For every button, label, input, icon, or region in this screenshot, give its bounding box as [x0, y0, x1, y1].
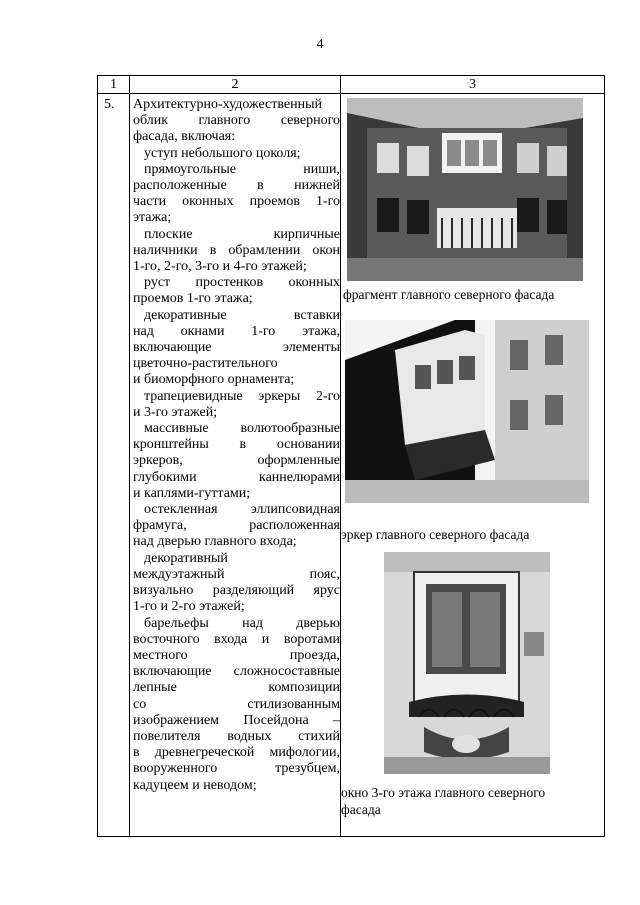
desc-line: проемов 1-го этажа;	[133, 291, 253, 307]
desc-line: визуально разделяющий ярус	[133, 583, 340, 599]
desc-line: в древнегреческой мифологии,	[133, 745, 340, 761]
desc-line: со стилизованным	[133, 696, 340, 712]
header-col-3: 3	[341, 76, 605, 94]
desc-line: фрамуга, расположенная	[133, 518, 340, 534]
desc-line: изображением Посейдона –	[133, 712, 340, 728]
desc-line: местного проезда,	[133, 647, 340, 663]
desc-line: кадуцеем и неводом;	[133, 777, 257, 793]
caption-third-floor-window-line2: фасада	[341, 802, 381, 817]
features-table	[97, 75, 605, 837]
desc-line: массивные волютообразные	[144, 421, 340, 437]
desc-line: расположенные в нижней	[133, 178, 340, 194]
caption-bay-window: эркер главного северного фасада	[341, 527, 530, 542]
desc-line: над дверью главного входа;	[133, 534, 297, 550]
caption-third-floor-window-line1: окно 3-го этажа главного северного	[341, 785, 546, 800]
desc-line: декоративный	[144, 550, 228, 566]
table-row	[98, 94, 605, 837]
desc-line: лепные композиции	[133, 680, 340, 696]
desc-line: восточного входа и воротами	[133, 631, 340, 647]
desc-line: этажа;	[133, 210, 172, 226]
desc-line: части оконных проемов 1-го	[133, 194, 340, 210]
desc-line: глубокими каннелюрами	[133, 469, 340, 485]
desc-line: прямоугольные ниши,	[144, 161, 340, 177]
desc-line: междуэтажный пояс,	[133, 566, 340, 582]
desc-line: и биоморфного орнамента;	[133, 372, 295, 388]
desc-line: эркеров, оформленные	[133, 453, 340, 469]
desc-line: облик главного северного	[133, 113, 340, 129]
desc-line: Архитектурно-художественный	[133, 97, 323, 112]
desc-line: над окнами 1-го этажа,	[133, 323, 340, 339]
desc-line: и 3-го этажей;	[133, 404, 218, 420]
desc-line: фасада, включая:	[133, 129, 236, 145]
row-description	[130, 94, 341, 837]
desc-line: трапециевидные эркеры 2-го	[144, 388, 340, 404]
desc-line: наличники в обрамлении окон	[133, 242, 340, 258]
row-figures	[341, 94, 605, 837]
desc-line: декоративные вставки	[144, 307, 340, 323]
desc-line: цветочно-растительного	[133, 356, 278, 372]
desc-line: вооруженного трезубцем,	[133, 761, 340, 777]
row-number: 5.	[98, 94, 130, 837]
desc-line: 1-го и 2-го этажей;	[133, 599, 245, 615]
desc-line: руст простенков оконных	[144, 275, 340, 291]
desc-line: остекленная эллипсовидная	[144, 502, 340, 518]
third-floor-window-photo	[384, 552, 550, 774]
header-col-2: 2	[130, 76, 341, 94]
desc-line: плоские кирпичные	[144, 226, 340, 242]
page-number: 4	[316, 37, 324, 52]
desc-line: 1-го, 2-го, 3-го и 4-го этажей;	[133, 259, 307, 275]
desc-line: включающие сложносоставные	[133, 664, 340, 680]
table-header-row	[98, 76, 605, 94]
desc-line: повелителя водных стихий	[133, 728, 340, 744]
desc-line: барельефы над дверью	[144, 615, 340, 631]
desc-line: включающие элементы	[133, 340, 340, 356]
facade-fragment-photo	[347, 98, 583, 281]
header-col-1: 1	[98, 76, 130, 94]
caption-facade-fragment: фрагмент главного северного фасада	[343, 287, 555, 302]
desc-line: кронштейны в основании	[133, 437, 340, 453]
bay-window-photo	[345, 320, 589, 503]
desc-line: и каплями-гуттами;	[133, 485, 251, 501]
desc-line: уступ небольшого цоколя;	[144, 145, 301, 161]
